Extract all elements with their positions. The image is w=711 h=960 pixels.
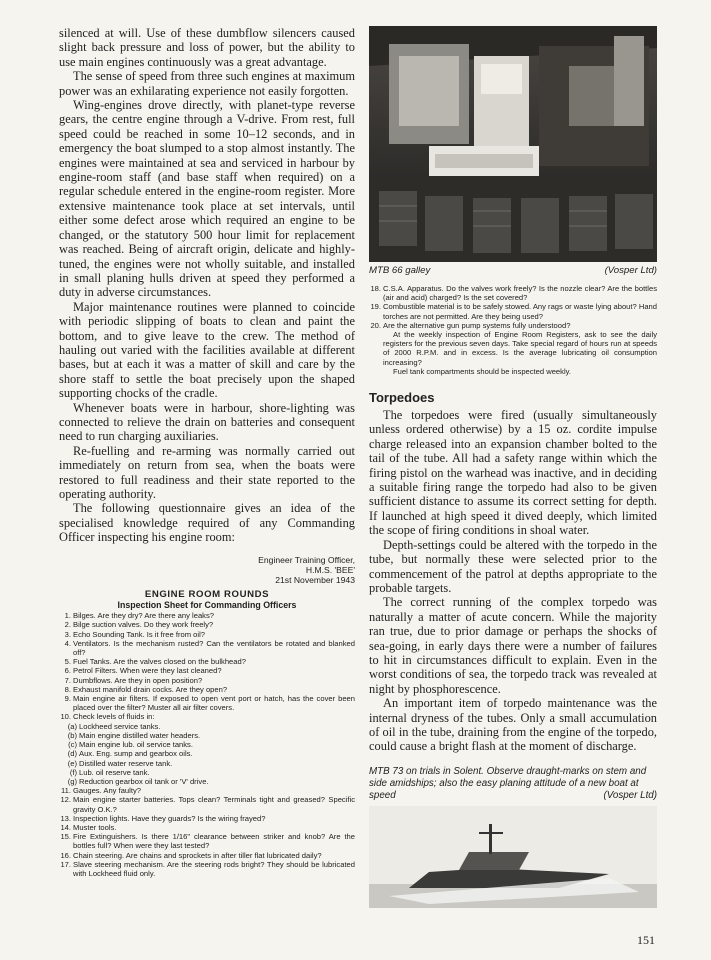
item-text: Main engine lub. oil service tanks. [79, 740, 193, 750]
fluid-list [59, 722, 355, 786]
item-text: Main engine air filters. If exposed to open vent port or hatch, has the cover been placed over the filter? Muster all air filter covers. [73, 694, 355, 713]
item-number: 1. [64, 611, 71, 621]
item-text: Petrol Filters. When were they last cleaned? [73, 666, 222, 676]
item-text: Distilled water reserve tank. [79, 758, 173, 768]
galley-credit: (Vosper Ltd) [604, 265, 657, 276]
list-item [59, 676, 355, 685]
list-item [59, 851, 355, 860]
item-text: Chain steering. Are chains and sprockets in after tiller flat lubricated daily? [73, 850, 322, 860]
item-text: Main engine distilled water headers. [79, 730, 201, 740]
list-item [65, 759, 355, 768]
page-number: 151 [637, 933, 655, 947]
list-item [65, 749, 355, 758]
galley-caption-row [369, 265, 657, 276]
paragraph: Re-fuelling and re-arming was normally carried out immediately on return from sea, when the boats were restored to full readiness and their state reported to the operating authority. [59, 443, 355, 501]
boat-caption-credit: (Vosper Ltd) [603, 789, 657, 801]
list-item [59, 685, 355, 694]
item-text: Check levels of fluids in: [73, 712, 155, 722]
item-text: Gauges. Any faulty? [73, 786, 141, 796]
item-number: 7. [64, 675, 71, 685]
list-item [59, 786, 355, 795]
list-item [59, 860, 355, 878]
right-column [369, 26, 657, 908]
item-text: Exhaust manifold drain cocks. Are they open? [73, 684, 228, 694]
item-number: 18. [370, 284, 381, 293]
list-item [59, 823, 355, 832]
item-text: C.S.A. Apparatus. Do the valves work freely? Is the nozzle clear? Are the bottles (air and acid) charged? Is the set covered? [383, 284, 657, 303]
left-column [59, 26, 355, 878]
item-text: Are the alternative gun pump systems fully understood? [383, 320, 571, 330]
item-number: (d) [67, 749, 77, 759]
item-text: Combustible material is to be safely stowed. Any rags or waste lying about? Hand torches are not permitted. Are they being used? [383, 302, 657, 321]
boat-photo [369, 806, 657, 908]
item-text: Reduction gearbox oil tank or 'V' drive. [79, 776, 209, 786]
memo-title: ENGINE ROOM ROUNDS [144, 588, 270, 600]
paragraph: Wing-engines drove directly, with planet-type reverse gears, the centre engine through a V-drive. From rest, full speed could be reached in some 10–12 seconds, and in emergency the boat slumped to a stop almost instantly. The engines were maintained at sea and serviced in harbour by engine-room staff (and base staff when required) on a regular schedule entered in the engine-room register. More extensive maintenance took place at set intervals, until either some defect arose which required an engine to be changed, or the statutory 500 hour limit for replacement was reached. Being of aircraft origin, delicate and highly-tuned, the engines were not wholly suitable, and installed in small planing hulls driven at speed they performed a duty in adverse circumstances. [59, 98, 355, 300]
memo-sender [59, 555, 355, 586]
memo-from-line: H.M.S. 'BEE' [305, 565, 355, 576]
question-list-final [369, 284, 657, 330]
fuel-note: Fuel tank compartments should be inspected weekly. [393, 366, 571, 376]
paragraph: Major maintenance routines were planned to coincide with periodic slipping of boats to clean and paint the bottom, and to give leave to the crew. The method of hauling out varied with the facilities available at different bases, but at each it was a matter of skill and care by the shore staff to settle the boat precisely upon the shaped supporting chocks of the cradle. [59, 299, 355, 401]
item-number: 16. [60, 850, 71, 860]
item-text: Fire Extinguishers. Is there 1/16" clearance between striker and knob? Are the bottles full? When were they last tested? [73, 832, 355, 851]
item-number: 12. [60, 795, 71, 805]
paragraph: silenced at will. Use of these dumbflow silencers caused slight back pressure and loss of power, but the ability to use main engines continuously was a great advantage. [59, 26, 355, 69]
list-item [65, 768, 355, 777]
item-number: 8. [64, 684, 71, 694]
item-text: Fuel Tanks. Are the valves closed on the bulkhead? [73, 657, 246, 667]
boat-photo-image [369, 806, 657, 908]
item-number: 5. [64, 657, 71, 667]
memo-subtitle: Inspection Sheet for Commanding Officers [117, 599, 297, 610]
item-number: 10. [60, 712, 71, 722]
paragraph: Whenever boats were in harbour, shore-lighting was connected to relieve the drain on batteries and consequent need to run charging auxiliaries. [59, 400, 355, 444]
item-text: Lub. oil reserve tank. [79, 767, 150, 777]
list-item [59, 795, 355, 813]
item-text: Main engine starter batteries. Tops clean? Terminals tight and greased? Specific gravity O.K.? [73, 795, 355, 814]
item-number: (b) [67, 730, 77, 740]
item-number: 9. [64, 694, 71, 704]
list-item [65, 722, 355, 731]
item-number: 15. [60, 832, 71, 842]
item-number: (a) [67, 721, 77, 731]
item-text: Slave steering mechanism. Are the steering rods bright? They should be lubricated with Lockheed fluid only. [73, 859, 355, 878]
list-item [59, 814, 355, 823]
item-text: Bilge suction valves. Do they work freely? [73, 620, 214, 630]
list-item [59, 620, 355, 629]
galley-caption: MTB 66 galley [369, 265, 431, 276]
item-text: Dumbflows. Are they in open position? [73, 675, 203, 685]
item-number: 19. [370, 302, 381, 312]
item-number: 4. [64, 638, 71, 648]
memo-date: 21st November 1943 [275, 575, 355, 586]
memo-from-line: Engineer Training Officer, [258, 554, 355, 565]
list-item [59, 630, 355, 639]
item-text: Echo Sounding Tank. Is it free from oil? [73, 629, 205, 639]
question-list-continued [59, 786, 355, 878]
item-number: 17. [60, 859, 71, 869]
item-text: Muster tools. [73, 822, 117, 832]
item-number: (c) [68, 740, 77, 750]
list-item [65, 731, 355, 740]
item-text: Ventilators. Is the mechanism rusted? Can the ventilators be rotated and blanked off? [73, 638, 355, 658]
list-item [59, 666, 355, 675]
list-item [59, 694, 355, 712]
list-item [59, 832, 355, 850]
item-number: (f) [69, 767, 77, 777]
item-number: 6. [64, 666, 71, 676]
boat-caption-text: MTB 73 on trials in Solent. Observe draught-marks on stem and side amidships; also the easy planing attitude of a new boat at speed [369, 765, 647, 801]
paragraph: The following questionnaire gives an idea of the specialised knowledge required of any Commanding Officer inspecting his engine room: [59, 501, 355, 545]
question-list [59, 611, 355, 721]
item-number: 3. [64, 629, 71, 639]
left-body-text [59, 26, 355, 545]
list-item [369, 284, 657, 302]
item-number: 14. [60, 822, 71, 832]
torpedo-body-text [369, 408, 657, 754]
item-text: Bilges. Are they dry? Are there any leaks? [73, 611, 214, 621]
item-number: 13. [60, 813, 71, 823]
register-note: At the weekly inspection of Engine Room Registers, ask to see the daily registers for the previous seven days. Take special regard of hours run at speeds of 2000 R.P.M. and in excess. Is the average lubricating oil consumption increasing? [383, 330, 657, 367]
item-text: Lockheed service tanks. [79, 721, 161, 731]
boat-photo-caption [369, 766, 657, 802]
item-number: (e) [67, 758, 77, 768]
list-item [59, 712, 355, 721]
paragraph: Depth-settings could be altered with the torpedo in the tube, but normally these were selected prior to the commencement of the patrol at depths appropriate to the probable targets. [369, 537, 657, 595]
item-number: 11. [61, 786, 71, 796]
paragraph: The correct running of the complex torpedo was naturally a matter of acute concern. While the majority ran true, due to prior damage or perhaps the shocks of sea-going, in early days there were a number of failures to hit in circumstances difficult to explain. Even in the worst conditions of sea, the torpedo track was revealed at night by phosphorescence. [369, 595, 657, 696]
galley-photo [369, 26, 657, 262]
item-text: Aux. Eng. sump and gearbox oils. [79, 749, 193, 759]
list-item [59, 657, 355, 666]
list-item [65, 740, 355, 749]
item-number: (g) [67, 776, 77, 786]
list-item [369, 321, 657, 330]
paragraph: The torpedoes were fired (usually simultaneously unless ordered otherwise) by a 15 oz. cordite impulse charge released into an expansion chamber bolted to the tail of the tube. All had a safety range within which the firing pistol on the warhead was inactive, and in deciding a suitable firing range the torpedo had also to be given sufficient distance to assume its correct setting for depth. If launched at high speed it dived deeply, which limited the scope of firing conditions in shoal water. [369, 408, 657, 538]
item-number: 2. [64, 620, 71, 630]
list-item [65, 777, 355, 786]
list-item [369, 302, 657, 320]
paragraph: The sense of speed from three such engines at maximum power was an exhilarating experience not easily forgotten. [59, 69, 355, 98]
item-number: 20. [370, 320, 381, 330]
item-text: Inspection lights. Have they guards? Is the wiring frayed? [73, 813, 266, 823]
paragraph: An important item of torpedo maintenance was the internal dryness of the tubes. Only a small accumulation of oil in the tube, draining from the engine of the torpedo, could cause a bright flash at the moment of discharge. [369, 696, 657, 754]
list-item [59, 611, 355, 620]
list-item [59, 639, 355, 657]
galley-photo-image [369, 26, 657, 262]
section-heading: Torpedoes [369, 390, 435, 406]
